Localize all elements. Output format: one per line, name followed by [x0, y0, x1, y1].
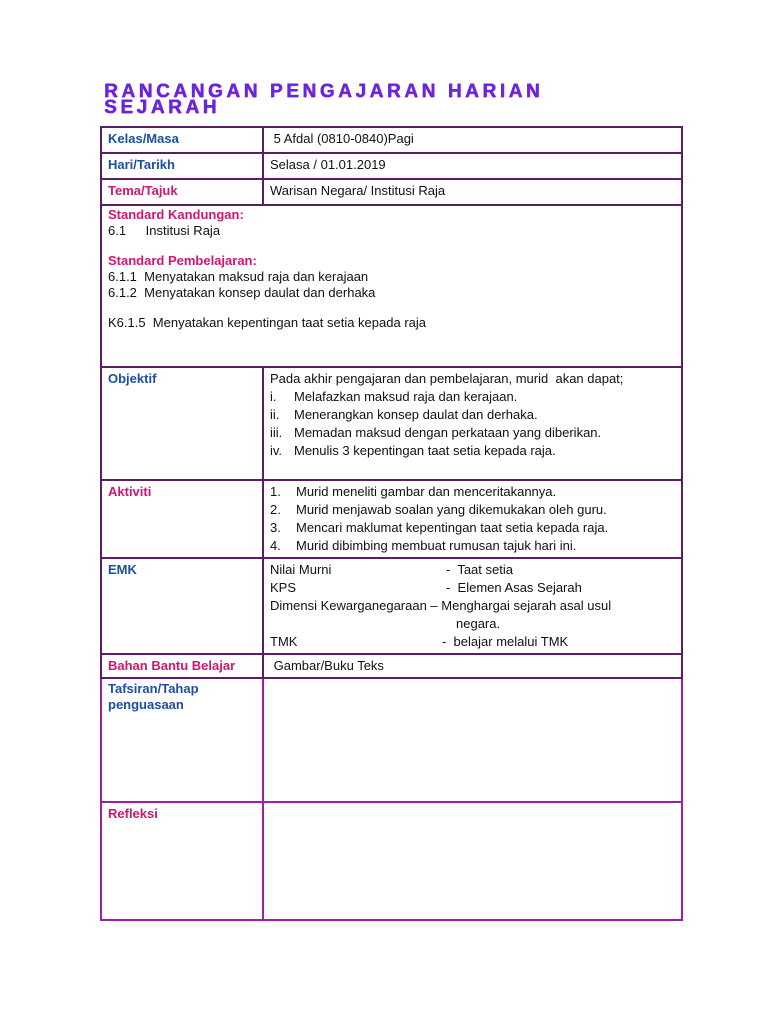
emk-tmk-key: TMK	[270, 634, 298, 649]
emk-cell	[263, 558, 682, 654]
row-objektif	[101, 367, 682, 480]
standard-k: K6.1.5 Menyatakan kepentingan taat setia kepada raja	[108, 315, 426, 330]
hari-value: Selasa / 01.01.2019	[263, 153, 682, 179]
lesson-plan-table	[100, 126, 683, 921]
objektif-num: iv.	[270, 443, 283, 458]
aktiviti-num: 4.	[270, 538, 281, 553]
aktiviti-item	[270, 519, 675, 537]
standard-pembelajaran-2: 6.1.2 Menyatakan konsep daulat dan derhaka	[108, 285, 376, 300]
objektif-label: Objektif	[101, 367, 263, 480]
row-emk	[101, 558, 682, 654]
row-standard	[101, 205, 682, 367]
objektif-text: Menerangkan konsep daulat dan derhaka.	[294, 407, 538, 422]
emk-tmk	[270, 633, 675, 651]
emk-kps-value: - Elemen Asas Sejarah	[446, 580, 582, 595]
emk-nilai-value: - Taat setia	[446, 562, 513, 577]
objektif-item	[270, 406, 675, 424]
refleksi-value	[263, 802, 682, 920]
title-line-1: RANCANGAN PENGAJARAN HARIAN	[104, 81, 544, 102]
objektif-num: iii.	[270, 425, 283, 440]
standard-pembelajaran-1: 6.1.1 Menyatakan maksud raja dan kerajaan	[108, 269, 369, 284]
standard-kandungan-code: 6.1	[108, 223, 127, 238]
aktiviti-item	[270, 537, 675, 555]
objektif-item	[270, 388, 675, 406]
row-refleksi	[101, 802, 682, 920]
kelas-value: 5 Afdal (0810-0840)Pagi	[263, 127, 682, 153]
objektif-num: i.	[270, 389, 277, 404]
standard-kandungan-text: Institusi Raja	[145, 223, 221, 238]
row-kelas	[101, 127, 682, 153]
objektif-item	[270, 424, 675, 442]
emk-nilai	[270, 561, 675, 579]
emk-dimensi-value: – Menghargai sejarah asal usul	[426, 598, 612, 613]
aktiviti-label: Aktiviti	[101, 480, 263, 558]
emk-nilai-key: Nilai Murni	[270, 562, 332, 577]
aktiviti-text: Murid meneliti gambar dan menceritakannya.	[296, 484, 557, 499]
objektif-item	[270, 442, 675, 460]
emk-dimensi-value-2: negara.	[456, 616, 501, 631]
row-tafsiran	[101, 678, 682, 802]
emk-dimensi-key: Dimensi Kewarganegaraan	[270, 598, 427, 613]
tema-label: Tema/Tajuk	[101, 179, 263, 205]
aktiviti-num: 2.	[270, 502, 281, 517]
aktiviti-text: Mencari maklumat kepentingan taat setia kepada raja.	[296, 520, 609, 535]
objektif-text: Melafazkan maksud raja dan kerajaan.	[294, 389, 518, 404]
objektif-intro: Pada akhir pengajaran dan pembelajaran, murid akan dapat;	[270, 371, 624, 386]
bahan-label: Bahan Bantu Belajar	[101, 654, 263, 678]
emk-kps-key: KPS	[270, 580, 297, 595]
aktiviti-text: Murid menjawab soalan yang dikemukakan oleh guru.	[296, 502, 607, 517]
aktiviti-text: Murid dibimbing membuat rumusan tajuk hari ini.	[296, 538, 577, 553]
kelas-label: Kelas/Masa	[101, 127, 263, 153]
standard-cell	[101, 205, 682, 367]
row-hari	[101, 153, 682, 179]
standard-kandungan-item	[108, 223, 675, 239]
emk-tmk-value: - belajar melalui TMK	[442, 634, 569, 649]
aktiviti-cell	[263, 480, 682, 558]
aktiviti-num: 1.	[270, 484, 281, 499]
aktiviti-item	[270, 501, 675, 519]
refleksi-label: Refleksi	[101, 802, 263, 920]
row-bahan	[101, 654, 682, 678]
bahan-value: Gambar/Buku Teks	[263, 654, 682, 678]
standard-kandungan-label: Standard Kandungan:	[108, 207, 244, 222]
tafsiran-value	[263, 678, 682, 802]
aktiviti-num: 3.	[270, 520, 281, 535]
title-line-2: SEJARAH	[104, 97, 220, 118]
page-title	[104, 81, 674, 118]
emk-kps	[270, 579, 675, 597]
objektif-num: ii.	[270, 407, 280, 422]
tema-value: Warisan Negara/ Institusi Raja	[263, 179, 682, 205]
aktiviti-item	[270, 483, 675, 501]
objektif-cell	[263, 367, 682, 480]
row-tema	[101, 179, 682, 205]
row-aktiviti	[101, 480, 682, 558]
objektif-text: Menulis 3 kepentingan taat setia kepada raja.	[294, 443, 556, 458]
emk-label: EMK	[101, 558, 263, 654]
tafsiran-label: Tafsiran/Tahap penguasaan	[101, 678, 263, 802]
standard-pembelajaran-label: Standard Pembelajaran:	[108, 253, 257, 268]
hari-label: Hari/Tarikh	[101, 153, 263, 179]
objektif-text: Memadan maksud dengan perkataan yang diberikan.	[294, 425, 602, 440]
emk-dimensi	[270, 597, 675, 615]
